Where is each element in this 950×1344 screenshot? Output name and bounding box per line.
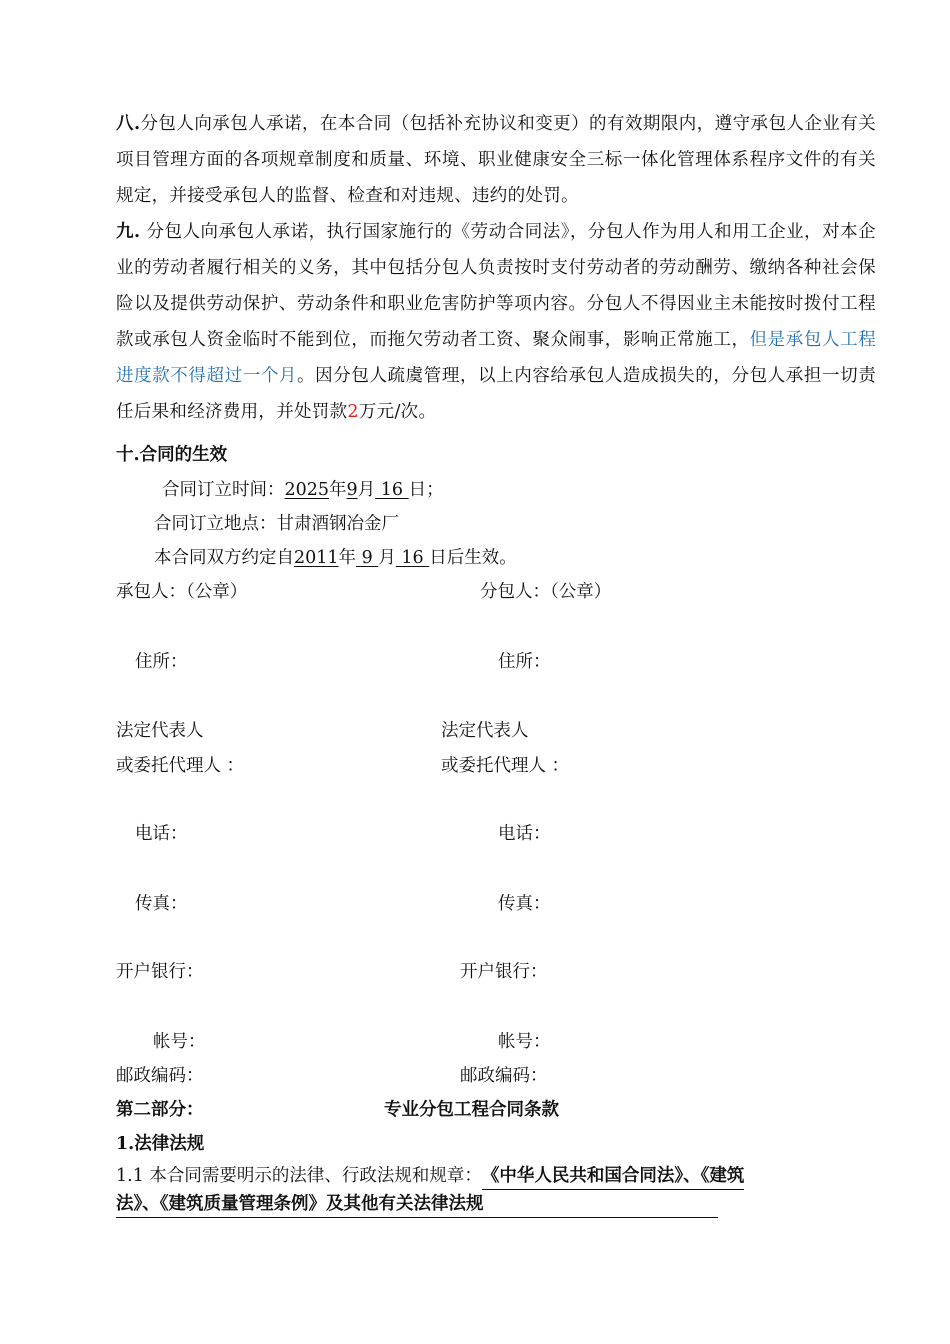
part-2-label: 第二部分： [116, 1100, 204, 1120]
section-9-text-a: 分包人向承包人承诺，执行国家施行的《劳动合同法》，分包人作为用人和用工企业，对本企业的劳动者履行相关的义务，其中包括分包人负责按时支付劳动者的劳动酬劳、缴纳各种社会保险以及提供劳动保护、劳动条件和职业危害防护等项内容。分包人不得因业主未能按时拨付工程款或承包人资金临时不能到位，而拖欠劳动者工资、聚众闹事，影响正常施工， [116, 222, 876, 350]
subcontractor-account-label: 帐号： [498, 1032, 551, 1052]
section-8-number: 八. [116, 114, 141, 134]
part-2-title: 专业分包工程合同条款 [384, 1100, 559, 1120]
contractor-phone-label: 电话： [135, 824, 188, 844]
day-char: 日； [408, 480, 444, 500]
subcontractor-bank-label: 开户银行： [460, 962, 548, 982]
laws-item-line-2 [116, 1192, 718, 1218]
section-10-title: 十.合同的生效 [116, 445, 228, 465]
effective-day: 16 [395, 548, 430, 568]
section-9-paragraph [116, 214, 876, 430]
sign-place-label: 合同订立地点： [154, 514, 277, 534]
section-9-number: 九. [116, 222, 141, 242]
contractor-legal-rep-label: 法定代表人 [116, 721, 204, 741]
section-9-highlighted-text: 但是承包人工程进度款不得超过一个月 [116, 330, 876, 386]
sign-place-line [154, 512, 399, 536]
laws-heading: 1.法律法规 [116, 1134, 205, 1154]
subcontractor-phone-label: 电话： [498, 824, 551, 844]
subcontractor-seal-label: 分包人：（公章） [480, 582, 612, 602]
laws-item-value-2: 法》、《建筑质量管理条例》及其他有关法律法规 [116, 1192, 718, 1218]
subcontractor-address-label: 住所： [498, 652, 551, 672]
effective-month: 9 [356, 548, 379, 568]
section-8-text: 分包人向承包人承诺，在本合同（包括补充协议和变更）的有效期限内，遵守承包人企业有关项目管理方面的各项规章制度和质量、环境、职业健康安全三标一体化管理体系程序文件的有关规定，并接受承包人的监督、检查和对违规、违约的处罚。 [116, 114, 876, 206]
subcontractor-agent-label: 或委托代理人 ： [441, 756, 570, 776]
sign-year: 2025 [284, 480, 330, 500]
fine-amount: 2 [347, 402, 359, 422]
contractor-seal-label: 承包人：（公章） [116, 582, 248, 602]
laws-item-line-1 [116, 1164, 744, 1190]
subcontractor-fax-label: 传真： [498, 894, 551, 914]
effective-year: 2011 [294, 548, 339, 568]
contractor-fax-label: 传真： [135, 894, 188, 914]
contractor-agent-label: 或委托代理人 ： [116, 756, 245, 776]
effective-prefix: 本合同双方约定自 [154, 548, 294, 568]
section-9-text-c: 万元/次。 [358, 402, 437, 422]
effective-suffix: 日后生效。 [429, 548, 517, 568]
year-char: 年 [329, 480, 347, 500]
section-9-text-b: 。因分包人疏虞管理，以上内容给承包人造成损失的，分包人承担一切责任后果和经济费用，并处罚款 [116, 366, 876, 422]
sign-month: 9 [346, 480, 358, 500]
laws-item-prefix: 1.1 本合同需要明示的法律、行政法规和规章： [116, 1166, 482, 1186]
contractor-address-label: 住所： [135, 652, 188, 672]
sign-day: 16 [375, 480, 409, 500]
subcontractor-postcode-label: 邮政编码： [460, 1066, 548, 1086]
month-char: 月 [357, 480, 376, 500]
effective-month-char: 月 [378, 548, 396, 568]
sign-time-label: 合同订立时间： [162, 480, 285, 500]
effective-date-line [154, 546, 517, 570]
contractor-postcode-label: 邮政编码： [116, 1066, 204, 1086]
effective-year-char: 年 [338, 548, 357, 568]
sign-time-line [162, 478, 444, 502]
section-8-paragraph [116, 106, 876, 214]
contractor-account-label: 帐号： [153, 1032, 206, 1052]
contractor-bank-label: 开户银行： [116, 962, 204, 982]
subcontractor-legal-rep-label: 法定代表人 [441, 721, 529, 741]
sign-place: 甘肃酒钢冶金厂 [276, 514, 399, 534]
laws-item-value-1: 《中华人民共和国合同法》、《建筑 [482, 1164, 745, 1190]
